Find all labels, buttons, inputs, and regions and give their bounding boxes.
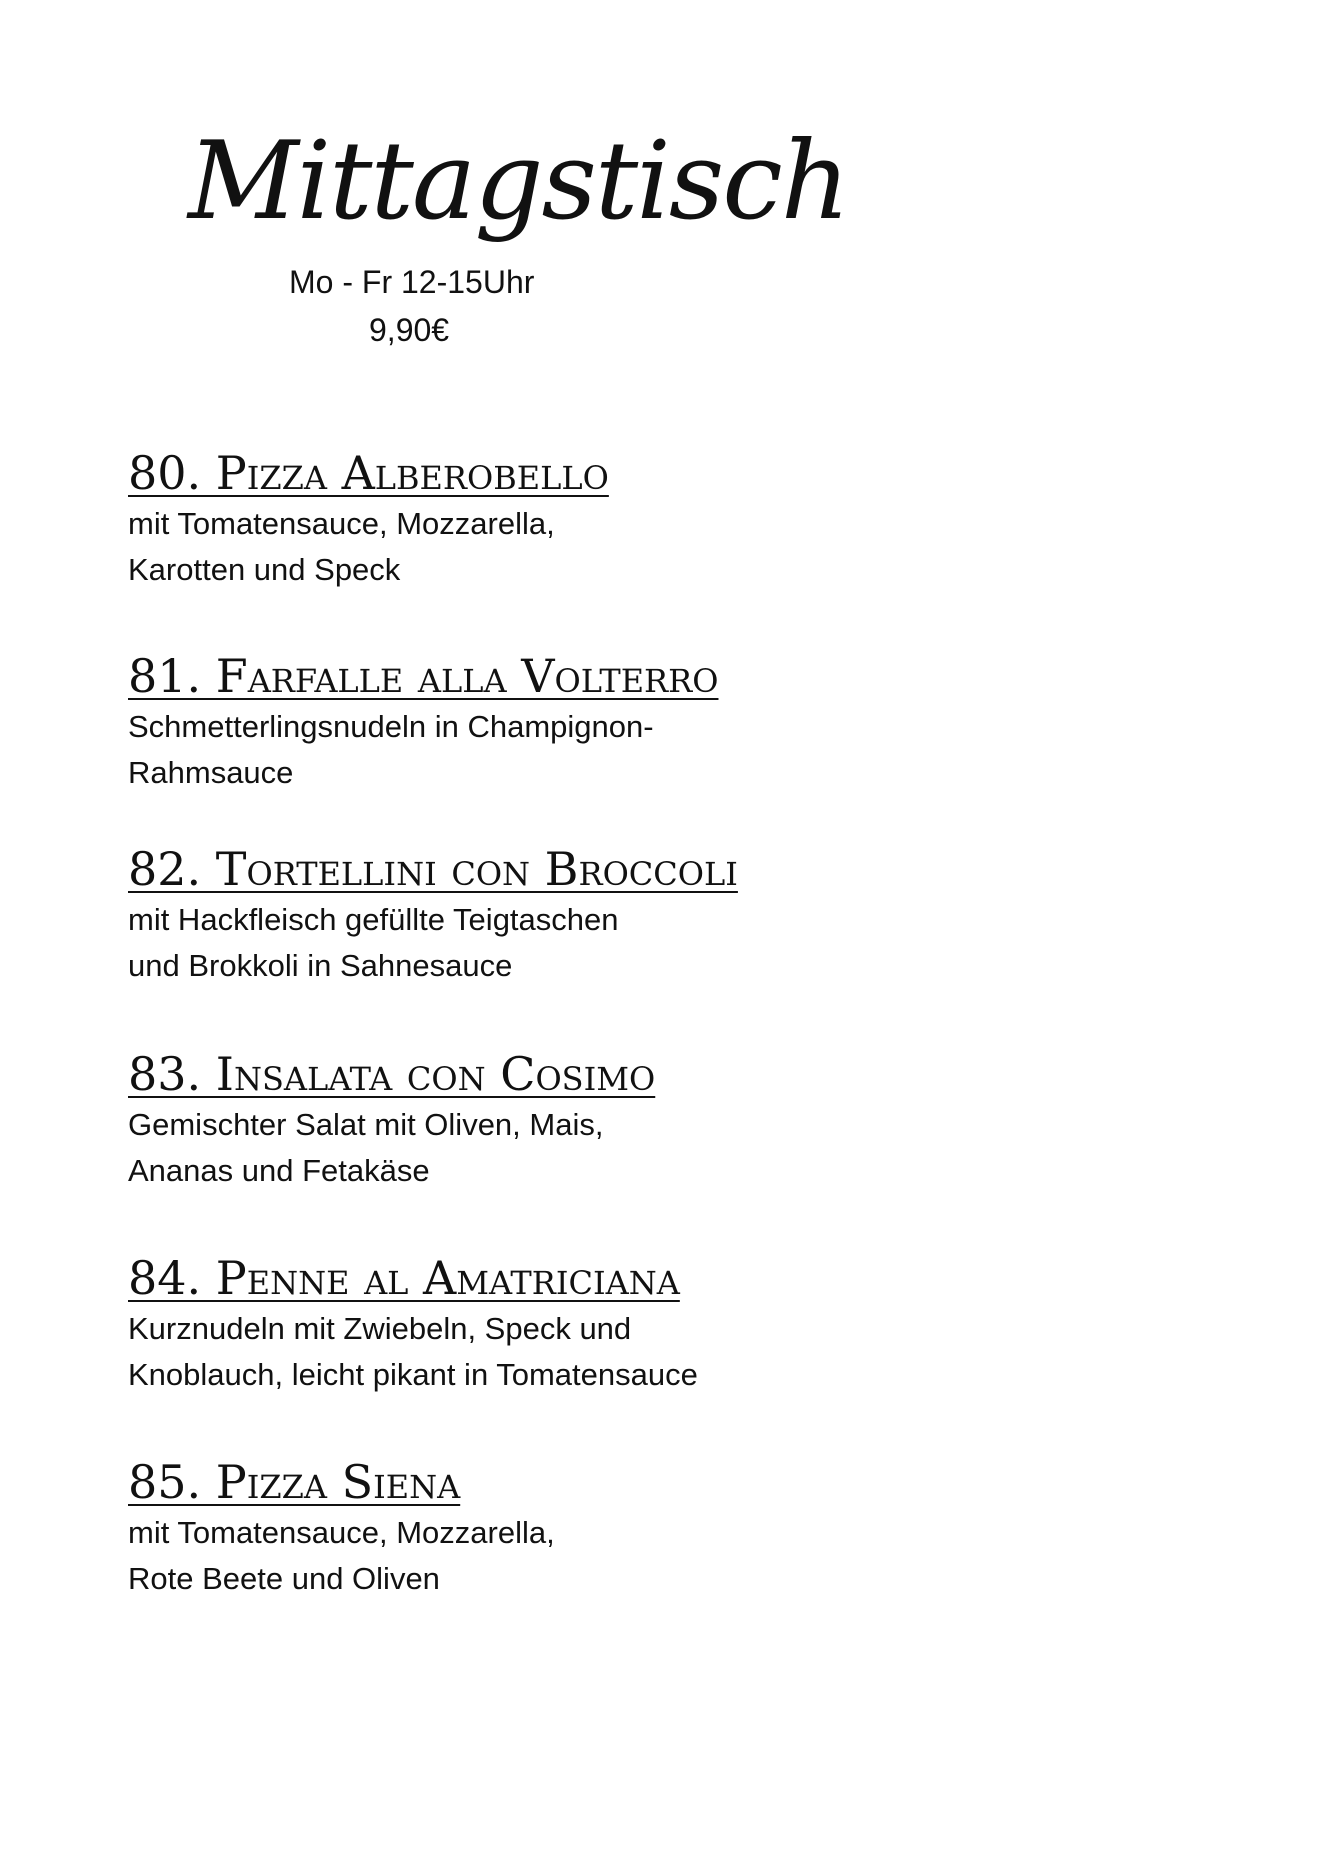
description-line: und Brokkoli in Sahnesauce: [128, 948, 513, 983]
description-line: mit Tomatensauce, Mozzarella,: [128, 506, 555, 541]
description-line: Karotten und Speck: [128, 552, 401, 587]
menu-item-80: [128, 445, 1028, 593]
description-line: mit Tomatensauce, Mozzarella,: [128, 1515, 555, 1550]
description-line: Knoblauch, leicht pikant in Tomatensauce: [128, 1357, 698, 1392]
menu-item-description: [128, 1510, 1028, 1602]
menu-item-description: [128, 1306, 1028, 1398]
menu-item-title: 84. Penne al Amatriciana: [128, 1251, 680, 1305]
description-line: Rahmsauce: [128, 755, 294, 790]
description-line: mit Hackfleisch gefüllte Teigtaschen: [128, 902, 619, 937]
menu-item-title: 83. Insalata con Cosimo: [128, 1047, 656, 1101]
menu-item-title: 85. Pizza Siena: [128, 1455, 461, 1509]
description-line: Schmetterlingsnudeln in Champignon-: [128, 709, 654, 744]
menu-item-title: 81. Farfalle alla Volterro: [128, 649, 719, 703]
menu-item-description: [128, 704, 1028, 796]
menu-item-description: [128, 1102, 1028, 1194]
menu-item-description: [128, 501, 1028, 593]
description-line: Rote Beete und Oliven: [128, 1561, 440, 1596]
description-line: Kurznudeln mit Zwiebeln, Speck und: [128, 1311, 632, 1346]
menu-item-84: [128, 1250, 1028, 1398]
menu-item-85: [128, 1454, 1028, 1602]
menu-item-83: [128, 1046, 1028, 1194]
opening-hours: Mo - Fr 12-15Uhr: [289, 264, 535, 300]
page-title: Mittagstisch: [188, 119, 849, 244]
menu-item-82: [128, 841, 1028, 989]
menu-item-title: 80. Pizza Alberobello: [128, 446, 609, 500]
description-line: Ananas und Fetakäse: [128, 1153, 430, 1188]
menu-item-description: [128, 897, 1028, 989]
menu-item-81: [128, 648, 1028, 796]
description-line: Gemischter Salat mit Oliven, Mais,: [128, 1107, 604, 1142]
menu-item-title: 82. Tortellini con Broccoli: [128, 842, 738, 896]
lunch-price: 9,90€: [369, 312, 450, 348]
